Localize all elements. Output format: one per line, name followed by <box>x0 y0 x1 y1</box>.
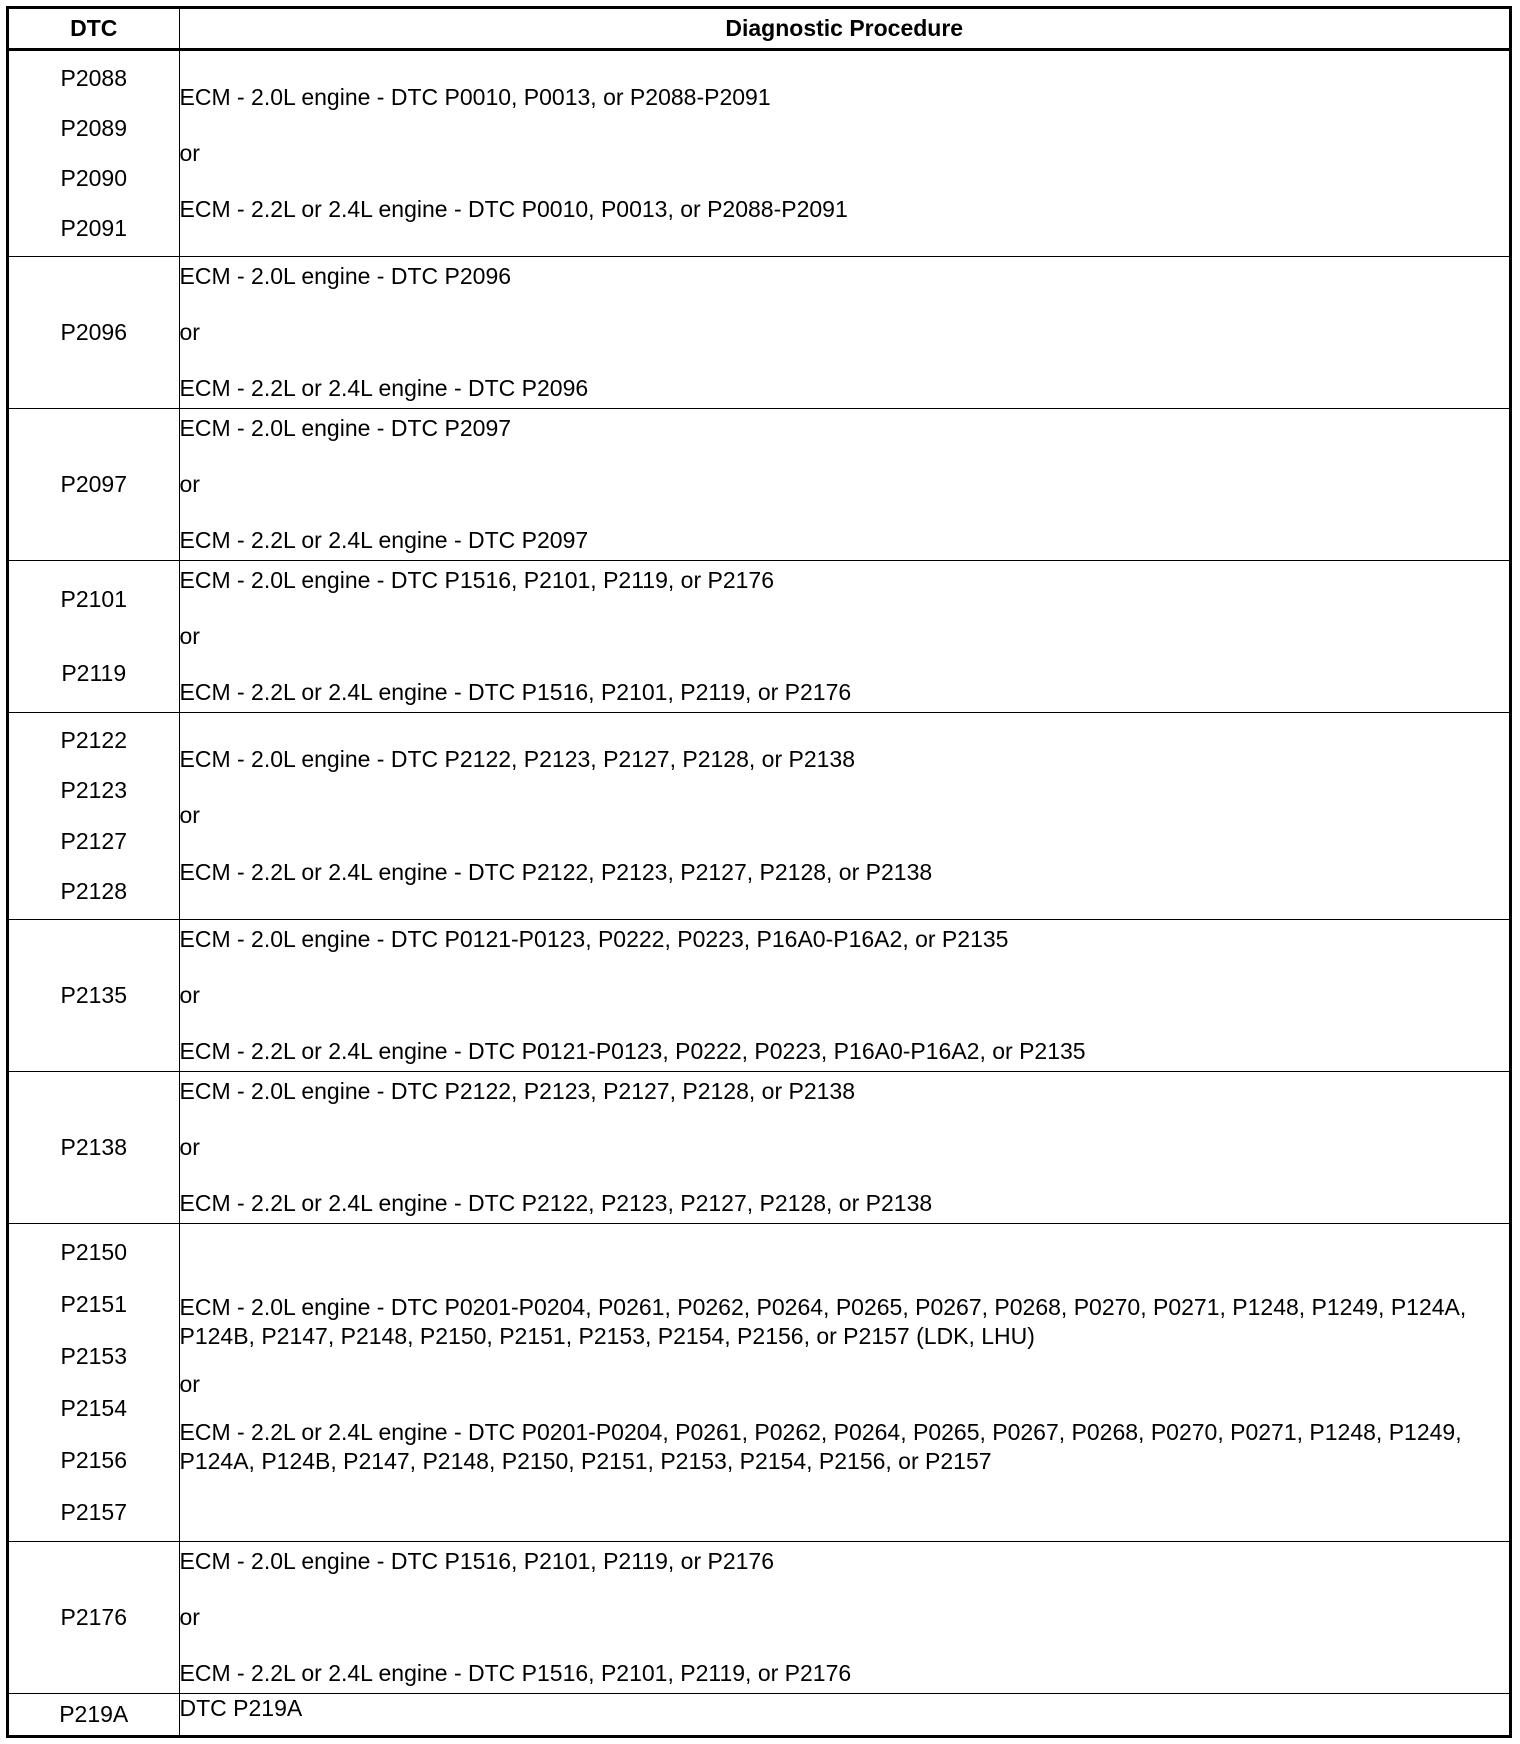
procedure-separator: or <box>179 982 200 1008</box>
table-row <box>9 409 1509 561</box>
dtc-column-header: DTC <box>9 9 179 50</box>
procedure-line: ECM - 2.2L or 2.4L engine - DTC P1516, P2101, P2119, or P2176 <box>179 679 852 705</box>
dtc-code: P2091 <box>60 215 127 242</box>
procedure-cell <box>179 409 1509 561</box>
procedure-separator: or <box>179 1370 200 1397</box>
table-row <box>9 1224 1509 1542</box>
procedure-line: ECM - 2.2L or 2.4L engine - DTC P0010, P0013, or P2088-P2091 <box>179 196 848 223</box>
dtc-code: P2101 <box>60 586 127 613</box>
dtc-code: P2096 <box>60 319 127 345</box>
procedure-cell <box>179 1694 1509 1736</box>
dtc-code: P2088 <box>60 64 127 91</box>
procedure-line: ECM - 2.2L or 2.4L engine - DTC P2122, P2123, P2127, P2128, or P2138 <box>179 859 933 886</box>
table-row <box>9 1694 1509 1736</box>
procedure-separator: or <box>179 802 200 829</box>
procedure-line: ECM - 2.0L engine - DTC P2122, P2123, P2127, P2128, or P2138 <box>179 745 856 772</box>
procedure-cell <box>179 713 1509 920</box>
dtc-code: P2123 <box>60 777 127 804</box>
dtc-cell <box>9 257 179 409</box>
dtc-table <box>9 9 1509 1736</box>
dtc-cell <box>9 1694 179 1736</box>
procedure-cell <box>179 1224 1509 1542</box>
procedure-separator: or <box>179 1604 200 1630</box>
procedure-line: ECM - 2.2L or 2.4L engine - DTC P0201-P0204, P0261, P0262, P0264, P0265, P0267, P0268, P0270, P0271, P1248, P1249, P124A, P124B, P2147, P2148, P2150, P2151, P2153, P2154, P2156, or P2157 <box>179 1418 1462 1474</box>
procedure-cell <box>179 50 1509 257</box>
dtc-code: P2127 <box>60 827 127 854</box>
dtc-code: P2090 <box>60 165 127 192</box>
procedure-line: ECM - 2.0L engine - DTC P2096 <box>179 263 512 289</box>
table-row <box>9 920 1509 1072</box>
procedure-line: ECM - 2.0L engine - DTC P0121-P0123, P0222, P0223, P16A0-P16A2, or P2135 <box>179 926 1009 952</box>
dtc-code: P2151 <box>60 1290 127 1317</box>
procedure-line: ECM - 2.2L or 2.4L engine - DTC P0121-P0123, P0222, P0223, P16A0-P16A2, or P2135 <box>179 1038 1086 1064</box>
dtc-cell <box>9 1542 179 1694</box>
dtc-code: P2128 <box>60 878 127 905</box>
procedure-line: ECM - 2.2L or 2.4L engine - DTC P2096 <box>179 375 589 401</box>
table-row <box>9 713 1509 920</box>
procedure-column-header: Diagnostic Procedure <box>179 9 1509 50</box>
procedure-line: ECM - 2.0L engine - DTC P1516, P2101, P2119, or P2176 <box>179 567 775 593</box>
dtc-code: P2138 <box>60 1134 127 1160</box>
dtc-code: P2097 <box>60 471 127 497</box>
dtc-cell <box>9 1224 179 1542</box>
table-row <box>9 50 1509 257</box>
dtc-code: P2122 <box>60 726 127 753</box>
dtc-code: P2153 <box>60 1342 127 1369</box>
procedure-line: ECM - 2.0L engine - DTC P2122, P2123, P2127, P2128, or P2138 <box>179 1078 856 1104</box>
table-row <box>9 257 1509 409</box>
procedure-cell <box>179 1072 1509 1224</box>
procedure-line: ECM - 2.0L engine - DTC P0010, P0013, or P2088-P2091 <box>179 83 771 110</box>
dtc-code: P2089 <box>60 114 127 141</box>
table-row <box>9 1072 1509 1224</box>
dtc-code: P2150 <box>60 1238 127 1265</box>
dtc-code: P2157 <box>60 1499 127 1526</box>
dtc-cell <box>9 713 179 920</box>
procedure-line: ECM - 2.2L or 2.4L engine - DTC P2122, P2123, P2127, P2128, or P2138 <box>179 1190 933 1216</box>
procedure-line: DTC P219A <box>179 1695 303 1721</box>
dtc-code: P219A <box>59 1701 129 1728</box>
dtc-cell <box>9 409 179 561</box>
dtc-cell <box>9 561 179 713</box>
procedure-line: ECM - 2.0L engine - DTC P2097 <box>179 415 512 441</box>
dtc-code: P2176 <box>60 1604 127 1630</box>
table-row <box>9 1542 1509 1694</box>
table-row <box>9 561 1509 713</box>
procedure-cell <box>179 1542 1509 1694</box>
procedure-separator: or <box>179 319 200 345</box>
procedure-cell <box>179 920 1509 1072</box>
dtc-cell <box>9 50 179 257</box>
procedure-cell <box>179 561 1509 713</box>
dtc-code: P2135 <box>60 982 127 1008</box>
dtc-code: P2156 <box>60 1447 127 1474</box>
procedure-line: ECM - 2.0L engine - DTC P0201-P0204, P0261, P0262, P0264, P0265, P0267, P0268, P0270, P0271, P1248, P1249, P124A, P124B, P2147, P2148, P2150, P2151, P2153, P2154, P2156, or P2157 (LDK, LHU) <box>179 1294 1467 1350</box>
table-header-row <box>9 9 1509 50</box>
procedure-separator: or <box>179 623 200 649</box>
dtc-code: P2154 <box>60 1395 127 1422</box>
dtc-code: P2119 <box>61 659 127 686</box>
procedure-separator: or <box>179 471 200 497</box>
procedure-line: ECM - 2.2L or 2.4L engine - DTC P2097 <box>179 527 589 553</box>
dtc-cell <box>9 1072 179 1224</box>
procedure-line: ECM - 2.2L or 2.4L engine - DTC P1516, P2101, P2119, or P2176 <box>179 1660 852 1686</box>
procedure-separator: or <box>179 1134 200 1160</box>
procedure-separator: or <box>179 139 200 166</box>
dtc-cell <box>9 920 179 1072</box>
dtc-document <box>6 6 1512 1738</box>
procedure-line: ECM - 2.0L engine - DTC P1516, P2101, P2119, or P2176 <box>179 1548 775 1574</box>
procedure-cell <box>179 257 1509 409</box>
